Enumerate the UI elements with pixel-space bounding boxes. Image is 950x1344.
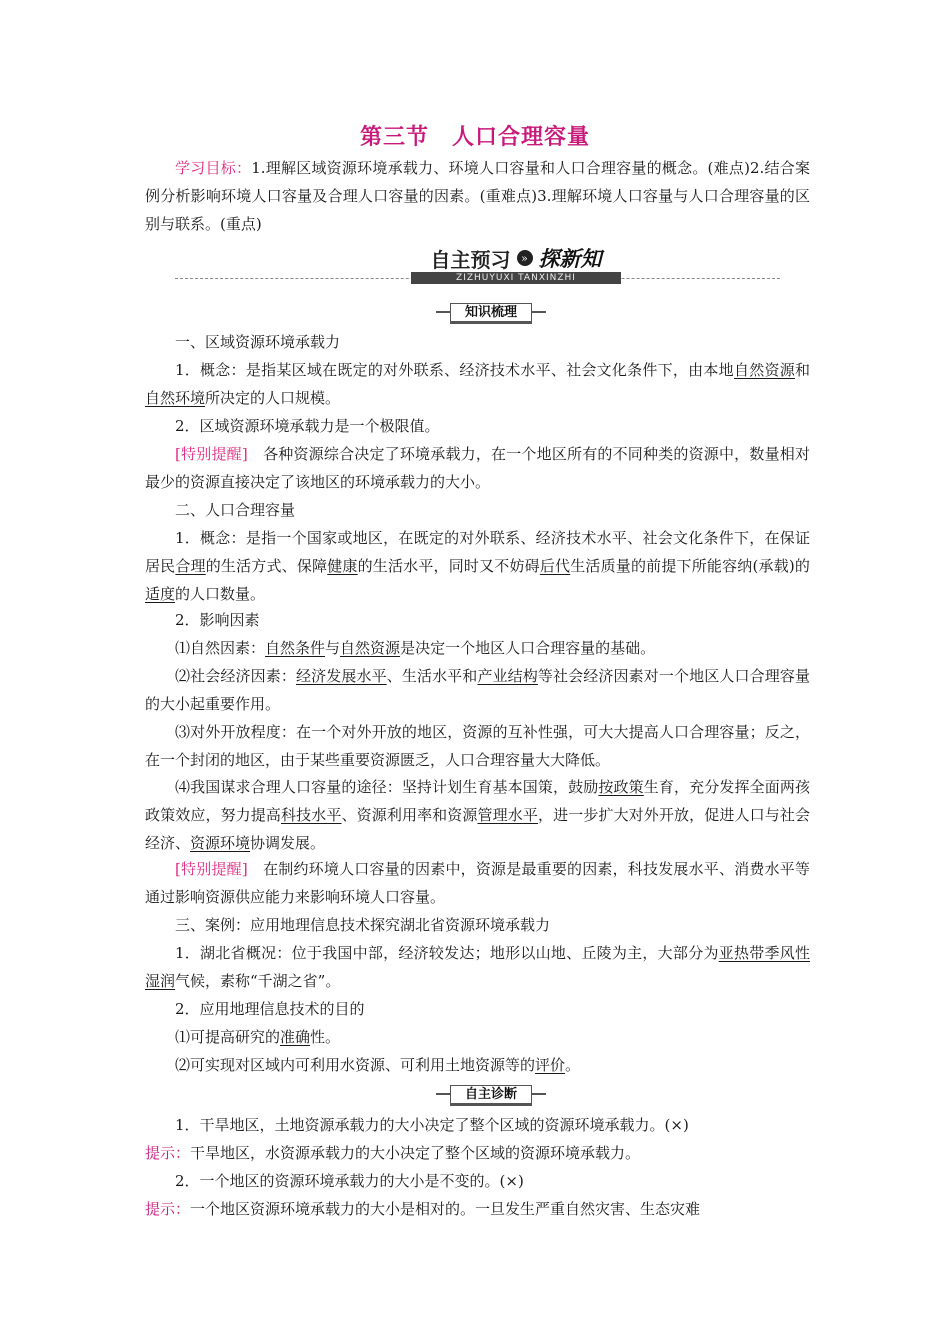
answer-blank: 科技水平 bbox=[281, 806, 342, 824]
tag-self-diagnosis bbox=[436, 1085, 546, 1105]
chevron-right-icon: » bbox=[517, 250, 533, 266]
s2-concept: 1．概念：是指一个国家或地区，在既定的对外联系、经济技术水平、社会文化条件下，在保证居民合理的生活方式、保障健康的生活水平，同时又不妨碍后代生活质量的前提下所能容纳(承载)的适度的人口数量。 bbox=[145, 529, 810, 603]
banner-right-text: 探新知 bbox=[538, 247, 602, 271]
section-banner bbox=[411, 244, 621, 284]
tip-label: [特别提醒] bbox=[175, 860, 248, 878]
s2-factor-1: ⑴自然因素：自然条件与自然资源是决定一个地区人口合理容量的基础。 bbox=[175, 639, 656, 657]
s3-purpose-heading: 2．应用地理信息技术的目的 bbox=[175, 1000, 365, 1018]
s1-tip: [特别提醒] 各种资源综合决定了环境承载力，在一个地区所有的不同种类的资源中，数量相对最少的资源直接决定了该地区的环境承载力的大小。 bbox=[145, 445, 810, 491]
answer-blank: 自然环境 bbox=[145, 389, 206, 407]
answer-blank: 自然条件 bbox=[265, 639, 326, 657]
diagnosis-hint-2: 提示：一个地区资源环境承载力的大小是相对的。一旦发生严重自然灾害、生态灾难 bbox=[145, 1200, 701, 1218]
answer-blank: 产业结构 bbox=[477, 667, 538, 685]
s2-factors-heading: 2．影响因素 bbox=[175, 611, 260, 629]
learning-goals bbox=[145, 154, 810, 238]
diagnosis-question-1: 1．干旱地区，土地资源承载力的大小决定了整个区域的资源环境承载力。(×) bbox=[175, 1116, 689, 1134]
s3-purpose-2: ⑵可实现对区域内可利用水资源、可利用土地资源等的评价。 bbox=[175, 1056, 581, 1074]
diagnosis-question-2: 2．一个地区的资源环境承载力的大小是不变的。(×) bbox=[175, 1172, 524, 1190]
answer-blank: 资源环境 bbox=[190, 834, 251, 852]
goals-label: 学习目标： bbox=[175, 159, 252, 177]
answer-blank: 适度 bbox=[145, 585, 176, 603]
goals-text: 1.理解区域资源环境承载力、环境人口容量和人口合理容量的概念。(难点)2.结合案例分析影响环境人口容量及合理人口容量的因素。(重难点)3.理解环境人口容量与人口合理容量的区别与联系。(重点) bbox=[145, 159, 810, 233]
s2-factor-3: ⑶对外开放程度：在一个对外开放的地区，资源的互补性强，可大大提高人口合理容量；反之，在一个封闭的地区，由于某些重要资源匮乏，人口合理容量大大降低。 bbox=[145, 723, 810, 769]
banner-left-text: 自主预习 bbox=[430, 247, 511, 272]
page-title: 第三节 人口合理容量 bbox=[359, 124, 590, 150]
s3-purpose-1: ⑴可提高研究的准确性。 bbox=[175, 1028, 341, 1046]
answer-blank: 亚热带季风性湿润 bbox=[145, 944, 810, 990]
answer-blank: 自然资源 bbox=[733, 361, 795, 379]
section-2-heading: 二、人口合理容量 bbox=[175, 501, 296, 519]
hint-label: 提示： bbox=[145, 1144, 191, 1162]
s1-point-2: 2．区域资源环境承载力是一个极限值。 bbox=[175, 417, 440, 435]
answer-blank: 后代 bbox=[539, 557, 571, 575]
tip-label: [特别提醒] bbox=[175, 445, 248, 463]
tag-knowledge-label: 知识梳理 bbox=[450, 303, 532, 324]
tag-knowledge-review bbox=[436, 303, 546, 323]
s2-tip: [特别提醒] 在制约环境人口容量的因素中，资源是最重要的因素，科技发展水平、消费水平等通过影响资源供应能力来影响环境人口容量。 bbox=[145, 860, 810, 906]
answer-blank: 健康 bbox=[327, 557, 358, 575]
banner-pinyin: ZIZHUYUXI TANXINZHI bbox=[411, 272, 621, 284]
answer-blank: 管理水平 bbox=[477, 806, 538, 824]
s3-overview: 1．湖北省概况：位于我国中部，经济较发达；地形以山地、丘陵为主，大部分为亚热带季风性湿润气候，素称“千湖之省”。 bbox=[145, 944, 810, 990]
section-3-heading: 三、案例：应用地理信息技术探究湖北省资源环境承载力 bbox=[175, 916, 551, 934]
section-1-heading: 一、区域资源环境承载力 bbox=[175, 333, 341, 351]
answer-blank: 经济发展水平 bbox=[295, 667, 387, 685]
tag-diagnosis-label: 自主诊断 bbox=[450, 1085, 532, 1106]
answer-blank: 按政策 bbox=[598, 778, 644, 796]
s2-factor-4: ⑷我国谋求合理人口容量的途径：坚持计划生育基本国策，鼓励按政策生育，充分发挥全面两孩政策效应，努力提高科技水平、资源利用率和资源管理水平，进一步扩大对外开放，促进人口与社会经济、资源环境协调发展。 bbox=[145, 778, 810, 852]
hint-label: 提示： bbox=[145, 1200, 191, 1218]
s2-factor-2: ⑵社会经济因素：经济发展水平、生活水平和产业结构等社会经济因素对一个地区人口合理容量的大小起重要作用。 bbox=[145, 667, 810, 713]
answer-blank: 合理 bbox=[175, 557, 206, 575]
diagnosis-hint-1: 提示：干旱地区，水资源承载力的大小决定了整个区域的资源环境承载力。 bbox=[145, 1144, 641, 1162]
answer-blank: 自然资源 bbox=[340, 639, 401, 657]
answer-blank: 评价 bbox=[535, 1056, 566, 1074]
answer-blank: 准确 bbox=[280, 1028, 311, 1046]
s1-concept: 1．概念：是指某区域在既定的对外联系、经济技术水平、社会文化条件下，由本地自然资源和自然环境所决定的人口规模。 bbox=[145, 361, 810, 407]
